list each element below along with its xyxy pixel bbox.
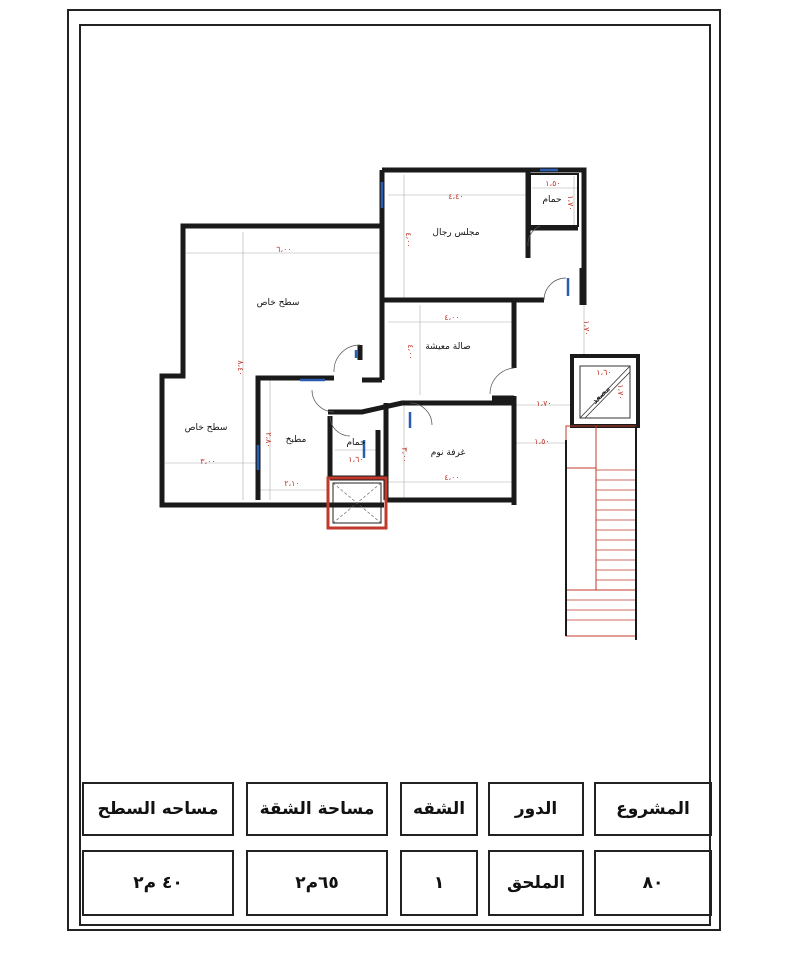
dim-roof-width: ٦،٠٠	[276, 245, 292, 254]
room-label-kitchen: مطبخ	[285, 435, 307, 445]
room-label-roof-private-1: سطح خاص	[256, 298, 300, 308]
dim-corridor-1: ١،٧٠	[582, 320, 591, 336]
room-label-men-majlis: مجلس رجال	[432, 228, 480, 238]
dim-bedroom-width: ٤،٠٠	[444, 473, 460, 482]
header-apartment-area: مساحة الشقة	[246, 782, 388, 836]
value-apartment: ١	[400, 850, 478, 916]
dim-corridor-3: ١،٥٠	[534, 437, 550, 446]
dim-corridor-2: ١،٧٠	[536, 399, 552, 408]
dim-bath-mid-width: ١،٦٠	[348, 455, 364, 464]
value-apartment-area: ٦٥م٢	[246, 850, 388, 916]
header-floor: الدور	[488, 782, 584, 836]
dim-majlis-width: ٤،٤٠	[448, 192, 464, 201]
dim-kitchen-height: ٢،٨٠	[264, 432, 273, 448]
value-roof-area: ٤٠ م٢	[82, 850, 234, 916]
value-project: ٨٠	[594, 850, 712, 916]
dim-bath-top-width: ١،٥٠	[545, 179, 561, 188]
dim-kitchen-width: ٢،١٠	[284, 479, 300, 488]
dim-majlis-height: ٤،٠٠	[404, 232, 413, 248]
header-apartment: الشقه	[400, 782, 478, 836]
dim-roof-height: ٨،٤٠	[236, 360, 245, 376]
room-label-roof-private-2: سطح خاص	[184, 423, 228, 433]
room-label-living-hall: صالة معيشة	[425, 342, 471, 352]
room-label-bedroom: غرفة نوم	[430, 448, 466, 458]
dim-elevator-width: ١،٦٠	[596, 368, 612, 377]
header-roof-area: مساحه السطح	[82, 782, 234, 836]
floor-plan	[162, 170, 638, 640]
room-label-bath-mid: حمام	[346, 438, 366, 448]
dim-bath-top-height: ١،٧٠	[566, 195, 575, 211]
dim-elevator-height: ١،٧٠	[616, 384, 625, 400]
room-label-bath-top: حمام	[542, 195, 562, 205]
value-floor: الملحق	[488, 850, 584, 916]
dim-roof2-width: ٣،٠٠	[200, 457, 216, 466]
dim-living-height: ٤،٠٠	[406, 344, 415, 360]
dim-bedroom-height: ٣،٠٠	[400, 447, 409, 463]
room-label-elevator: مصعد	[590, 384, 613, 407]
header-project: المشروع	[594, 782, 712, 836]
dim-living-width: ٤،٠٠	[444, 313, 460, 322]
